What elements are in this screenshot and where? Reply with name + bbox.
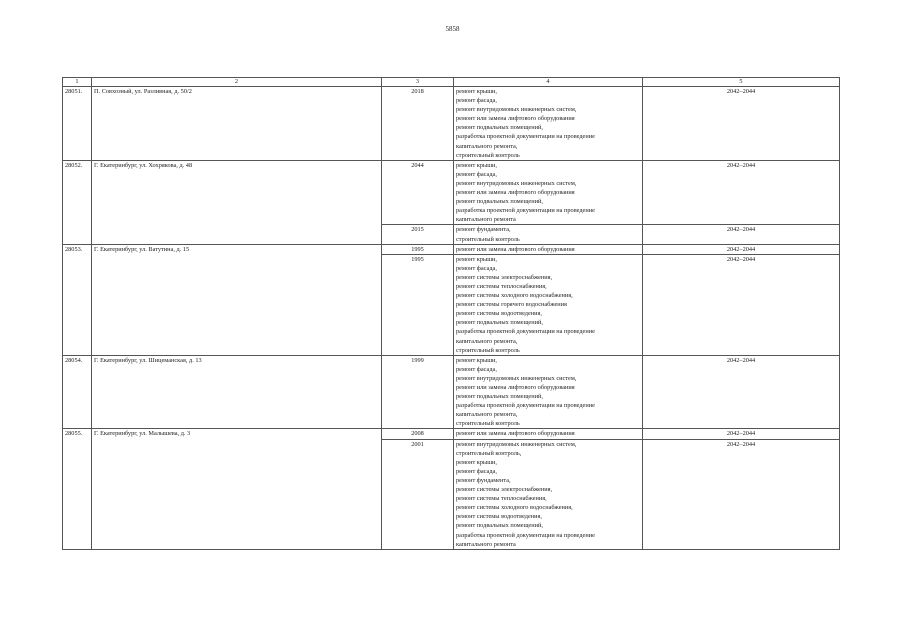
- address-cell: Г. Екатеринбург, ул. Хохрякова, д. 48: [92, 160, 382, 244]
- row-number: 28051.: [63, 87, 92, 161]
- work-item: ремонт подвальных помещений,: [456, 198, 543, 206]
- work-item: ремонт крыши,: [456, 161, 498, 169]
- work-item: капитального ремонта: [456, 540, 516, 548]
- work-item: ремонт крыши,: [456, 88, 498, 95]
- works-cell: [454, 87, 643, 161]
- period-cell: 2042–2044: [643, 355, 840, 429]
- works-cell: [454, 429, 643, 439]
- work-item: разработка проектной документации на проведение: [456, 402, 595, 410]
- row-number: 28054.: [63, 355, 92, 429]
- work-item: ремонт внутридомовых инженерных систем,: [456, 106, 577, 114]
- work-item: ремонт крыши,: [456, 356, 498, 364]
- address-cell: Г. Екатеринбург, ул. Малышева, д. 3: [92, 429, 382, 549]
- year-cell: 1999: [382, 355, 454, 429]
- work-item: ремонт системы горячего водоснабжения: [456, 301, 567, 309]
- table-row: [63, 244, 840, 254]
- year-cell: 2001: [382, 439, 454, 549]
- work-item: ремонт или замена лифтового оборудования: [456, 430, 575, 438]
- works-cell: [454, 160, 643, 225]
- row-number: 28055.: [63, 429, 92, 549]
- header-col-4: 4: [454, 78, 643, 87]
- year-cell: 2018: [382, 87, 454, 161]
- work-item: разработка проектной документации на проведение: [456, 531, 595, 539]
- work-item: ремонт или замена лифтового оборудования: [456, 115, 575, 123]
- work-item: строительный контроль: [456, 420, 520, 428]
- work-item: строительный контроль: [456, 235, 520, 243]
- year-cell: 2044: [382, 160, 454, 225]
- year-cell: 2008: [382, 429, 454, 439]
- works-cell: [454, 355, 643, 429]
- work-item: ремонт фасада,: [456, 170, 497, 178]
- work-item: ремонт или замена лифтового оборудования: [456, 189, 575, 197]
- work-item: ремонт системы теплоснабжения,: [456, 495, 547, 503]
- row-number: 28053.: [63, 244, 92, 355]
- year-cell: 1995: [382, 254, 454, 355]
- address-cell: Г. Екатеринбург, ул. Шицеманская, д. 13: [92, 355, 382, 429]
- year-cell: 1995: [382, 244, 454, 254]
- work-item: ремонт системы холодного водоснабжения,: [456, 504, 573, 512]
- work-item: разработка проектной документации на проведение: [456, 133, 595, 141]
- period-cell: 2042–2044: [643, 225, 840, 244]
- work-item: строительный контроль: [456, 346, 520, 354]
- work-item: ремонт фасада,: [456, 264, 497, 272]
- work-item: разработка проектной документации на проведение: [456, 328, 595, 336]
- work-item: ремонт внутридомовых инженерных систем,: [456, 440, 577, 448]
- row-number: 28052.: [63, 160, 92, 244]
- work-item: ремонт системы водоотведения,: [456, 513, 542, 521]
- work-item: ремонт фундамента,: [456, 226, 511, 234]
- table-row: [63, 87, 840, 161]
- header-col-5: 5: [643, 78, 840, 87]
- table-header-row: [63, 78, 840, 87]
- works-cell: [454, 439, 643, 549]
- works-cell: [454, 225, 643, 244]
- work-item: разработка проектной документации на проведение: [456, 207, 595, 215]
- work-item: ремонт или замена лифтового оборудования: [456, 245, 575, 253]
- works-cell: [454, 244, 643, 254]
- work-item: ремонт или замена лифтового оборудования: [456, 384, 575, 391]
- header-col-3: 3: [382, 78, 454, 87]
- header-col-1: 1: [63, 78, 92, 87]
- year-cell: 2015: [382, 225, 454, 244]
- work-item: ремонт крыши,: [456, 255, 498, 263]
- works-cell: [454, 254, 643, 355]
- work-item: ремонт внутридомовых инженерных систем,: [456, 374, 577, 382]
- repair-schedule-table: [62, 77, 840, 550]
- work-item: капитального ремонта,: [456, 411, 518, 419]
- work-item: строительный контроль: [456, 151, 520, 159]
- work-item: ремонт системы электроснабжения,: [456, 486, 553, 494]
- work-item: ремонт фундамента,: [456, 476, 511, 484]
- work-item: ремонт системы водоотведения,: [456, 310, 542, 318]
- period-cell: 2042–2044: [643, 439, 840, 549]
- work-item: ремонт системы электроснабжения,: [456, 273, 553, 281]
- work-item: ремонт фасада,: [456, 97, 497, 105]
- work-item: ремонт подвальных помещений,: [456, 522, 543, 530]
- work-item: капитального ремонта: [456, 216, 516, 224]
- work-item: ремонт фасада,: [456, 467, 497, 475]
- work-item: капитального ремонта,: [456, 142, 518, 150]
- header-col-2: 2: [92, 78, 382, 87]
- period-cell: 2042–2044: [643, 160, 840, 225]
- work-item: ремонт крыши,: [456, 458, 498, 466]
- table-row: [63, 160, 840, 225]
- address-cell: П. Совхозный, ул. Разливная, д. 50/2: [92, 87, 382, 161]
- work-item: ремонт внутридомовых инженерных систем,: [456, 179, 577, 187]
- table-row: [63, 429, 840, 439]
- page-number: 5858: [445, 25, 460, 33]
- work-item: ремонт подвальных помещений,: [456, 319, 543, 327]
- work-item: ремонт фасада,: [456, 365, 497, 373]
- work-item: капитального ремонта,: [456, 337, 518, 345]
- work-item: ремонт подвальных помещений,: [456, 124, 543, 132]
- work-item: ремонт подвальных помещений,: [456, 393, 543, 401]
- work-item: ремонт системы теплоснабжения,: [456, 282, 547, 290]
- work-item: строительный контроль,: [456, 449, 522, 457]
- table-row: [63, 355, 840, 429]
- period-cell: 2042–2044: [643, 244, 840, 254]
- work-item: ремонт системы холодного водоснабжения,: [456, 292, 573, 300]
- period-cell: 2042–2044: [643, 87, 840, 161]
- period-cell: 2042–2044: [643, 429, 840, 439]
- period-cell: 2042–2044: [643, 254, 840, 355]
- address-cell: Г. Екатеринбург, ул. Ватутина, д. 15: [92, 244, 382, 355]
